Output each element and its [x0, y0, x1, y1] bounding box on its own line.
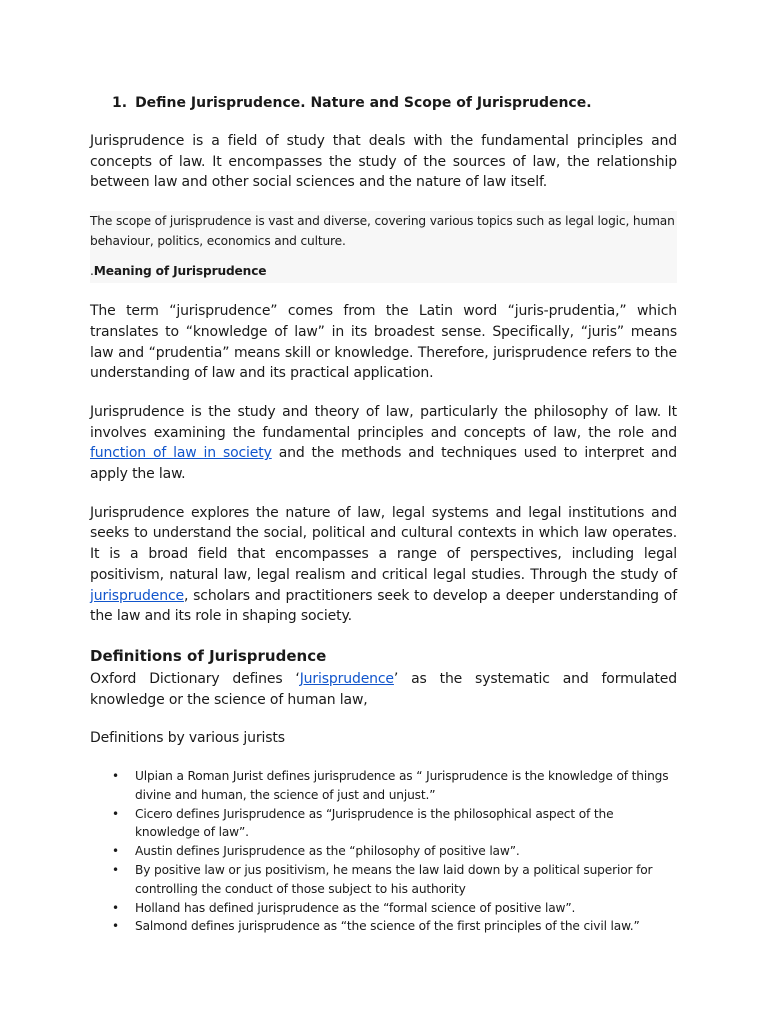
explores-text-after: , scholars and practitioners seek to develop a deeper understanding of the law and its role in shaping society. [90, 587, 677, 625]
intro-paragraph: Jurisprudence is a field of study that deals with the fundamental principles and concepts of law. It encompasses the study of the sources of law, the relationship between law and other social sciences and the nature of law itself. [90, 133, 677, 191]
explores-paragraph [90, 503, 677, 627]
term-paragraph: The term “jurisprudence” comes from the Latin word “juris-prudentia,” which translates to “knowledge of law” in its broadest sense. Specifically, “juris” means law and “prudentia” means skill or knowledge. Therefore, jurisprudence refers to the understanding of law and its practical application. [90, 303, 677, 382]
section-number: 1. [112, 95, 128, 111]
explores-text-before: Jurisprudence explores the nature of law, legal systems and legal institutions and seeks to understand the social, political and cultural contexts in which law operates. It is a broad field that encompasses a range of perspectives, including legal positivism, natural law, legal realism and critical legal studies. Through the study of [90, 504, 677, 583]
oxford-paragraph [90, 669, 677, 710]
meaning-heading-text: Meaning of Jurisprudence [93, 264, 267, 279]
oxford-text-before: Oxford Dictionary defines ‘ [90, 670, 300, 687]
list-item: • Austin defines Jurisprudence as the “philosophy of positive law”. [90, 842, 677, 861]
section-heading [90, 92, 677, 114]
jurists-heading: Definitions by various jurists [90, 730, 285, 747]
oxford-jurisprudence-link[interactable]: Jurisprudence [299, 670, 394, 687]
list-item: • Holland has defined jurisprudence as the “formal science of positive law”. [90, 899, 677, 918]
study-text-before: Jurisprudence is the study and theory of law, particularly the philosophy of law. It involves examining the fundamental principles and concepts of law, the role and [90, 403, 677, 441]
list-item: • Cicero defines Jurisprudence as “Jurisprudence is the philosophical aspect of the knowledge of law”. [90, 805, 677, 843]
jurisprudence-link[interactable]: jurisprudence [90, 587, 184, 604]
function-of-law-link[interactable]: function of law in society [90, 445, 272, 462]
meaning-heading [90, 251, 677, 283]
study-paragraph [90, 402, 677, 485]
definitions-heading: Definitions of Jurisprudence [90, 646, 327, 665]
list-item: • Ulpian a Roman Jurist defines jurisprudence as “ Jurisprudence is the knowledge of things divine and human, the science of just and unjust.” [90, 767, 677, 805]
study-text-after: and the methods and techniques used to interpret and apply the law. [90, 445, 677, 483]
list-item: • By positive law or jus positivism, he means the law laid down by a political superior for controlling the conduct of those subject to his authority [90, 861, 677, 899]
oxford-text-after: ’ as the systematic and formulated knowledge or the science of human law, [90, 670, 678, 708]
list-item: • Salmond defines jurisprudence as “the science of the first principles of the civil law.” [90, 917, 677, 936]
meaning-prefix: . [90, 264, 94, 279]
document-page [90, 92, 677, 936]
shaded-block [90, 211, 677, 283]
jurist-definitions-list [90, 767, 677, 936]
scope-text: The scope of jurisprudence is vast and diverse, covering various topics such as legal logic, human behaviour, politics, economics and culture. [90, 214, 675, 249]
section-title: Define Jurisprudence. Nature and Scope of Jurisprudence. [135, 95, 592, 111]
